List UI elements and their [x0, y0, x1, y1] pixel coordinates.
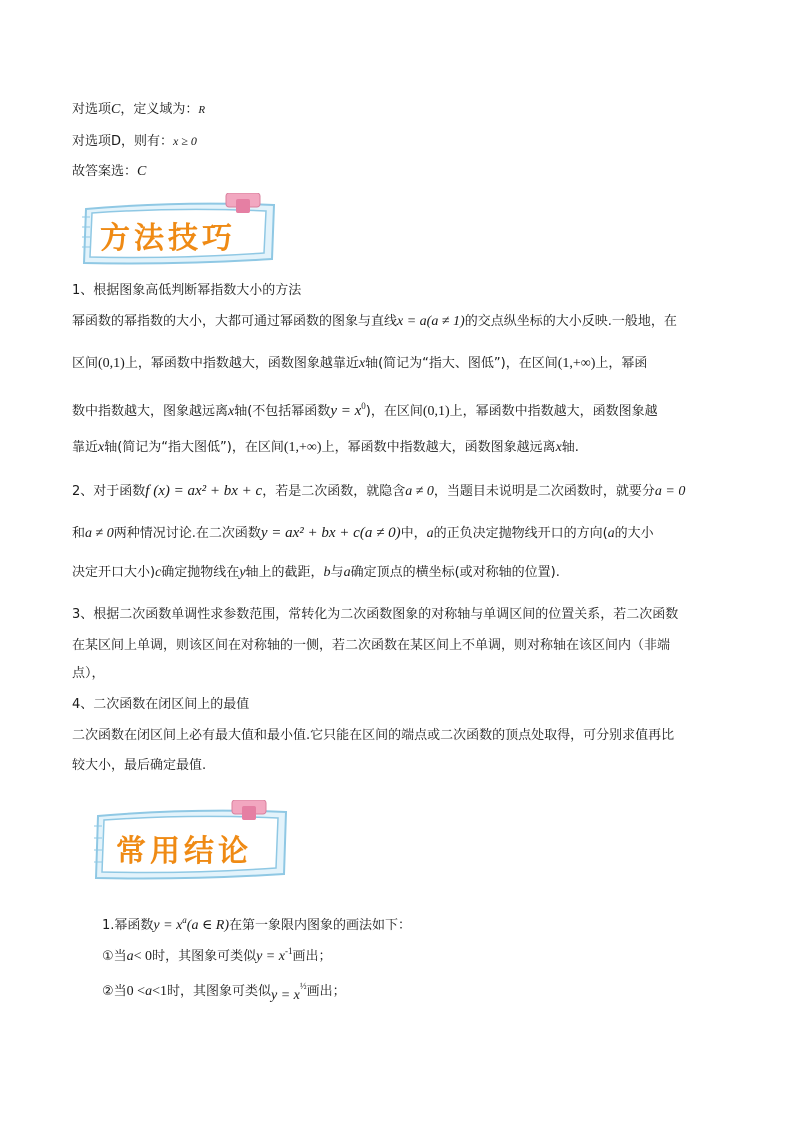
math-span: a: [145, 984, 153, 999]
superscript: ½: [299, 981, 307, 991]
option-c-prefix: 对选项: [72, 102, 112, 117]
answer-line: [72, 163, 146, 181]
text-span: 1.幂函数: [102, 918, 154, 933]
math-span: c: [155, 565, 162, 580]
superscript: -1: [284, 946, 293, 956]
method1-line1: [72, 313, 677, 331]
text-span: 上，幂函数中指数越大，函数图象越远离: [321, 440, 556, 455]
math-span: (1,+∞): [557, 356, 596, 371]
method3-line3: 点），: [72, 666, 105, 681]
math-span: (1,+∞): [283, 440, 322, 455]
method4-line2: 较大小，最后确定最值.: [72, 758, 207, 773]
text-span: 轴上的截距，: [245, 565, 324, 580]
text-span: ，若是二次函数，就隐含: [262, 484, 406, 499]
method4-title: 4、二次函数在闭区间上的最值: [72, 697, 250, 712]
superscript: a: [182, 915, 187, 925]
method3-line2: 在某区间上单调，则该区间在对称轴的一侧，若二次函数在某区间上不单调，则对称轴在该区间内（非端: [72, 638, 671, 653]
math-span: (0,1): [98, 356, 125, 371]
text-span: ，当题目未说明是二次函数时，就要分: [433, 484, 655, 499]
common-conclusions-badge: [90, 800, 290, 884]
text-span: 幂函数的幂指数的大小，大都可通过幂函数的图象与直线: [72, 314, 398, 329]
math-span: x: [358, 356, 366, 371]
text-span: 轴.: [561, 440, 579, 455]
text-span: 2、对于函数: [72, 484, 146, 499]
text-span: 决定开口大小): [72, 565, 156, 580]
option-c-domain: R: [198, 104, 206, 116]
method-tips-title: 方法技巧: [100, 221, 236, 256]
text-span: 轴(不包括幂函数: [234, 404, 331, 419]
math-span: y = x: [256, 949, 285, 964]
method2-line3: [72, 564, 560, 582]
method3-line1: 3、根据二次函数单调性求参数范围，常转化为二次函数图象的对称轴与单调区间的位置关系，若二次函数: [72, 607, 679, 622]
text-span: 两种情况讨论.在二次函数: [113, 526, 261, 541]
math-span: x: [98, 440, 105, 455]
text-span: ①当: [102, 949, 127, 964]
text-span: 时，其图象可类似: [152, 949, 257, 964]
method2-line2: [72, 524, 654, 543]
method1-line4: [72, 439, 579, 457]
math-span: a: [426, 526, 434, 541]
text-span: 在第一象限内图象的画法如下：: [229, 918, 412, 933]
text-span: 与: [330, 565, 344, 580]
method2-line1: [72, 482, 685, 501]
answer-prefix: 故答案选：: [72, 164, 138, 179]
text-span: 靠近: [72, 440, 99, 455]
common-conclusions-title: 常用结论: [116, 834, 252, 869]
text-span: 轴(简记为“指大、图低”)，在区间: [365, 356, 558, 371]
math-span: y = x: [330, 403, 362, 419]
text-span: 的大小: [614, 526, 654, 541]
text-span: 数中指数越大，图象越远离: [72, 404, 229, 419]
method1-line2: [72, 355, 647, 373]
method1-title: 1、根据图象高低判断幂指数大小的方法: [72, 283, 302, 298]
text-span: ②当: [102, 984, 127, 999]
text-span: 和: [72, 526, 86, 541]
text-span: 的交点纵坐标的大小反映.一般地，在: [464, 314, 677, 329]
method-tips-badge: [78, 193, 278, 267]
text-span: 的正负决定抛物线开口的方向(: [433, 526, 608, 541]
math-span: y = x: [270, 988, 300, 1003]
math-span: y: [239, 565, 246, 580]
method1-line3: [72, 397, 658, 421]
math-span: a ≠ 0: [405, 484, 434, 499]
math-span: (0,1): [422, 404, 450, 419]
math-span: a = 0: [654, 484, 686, 499]
option-c-letter: C: [111, 102, 121, 117]
option-d-prefix: 对选项D，则有：: [72, 134, 174, 149]
math-span: x: [555, 440, 562, 455]
text-span: 区间: [72, 356, 99, 371]
option-c-line: [72, 101, 205, 119]
math-span: a: [343, 565, 351, 580]
conclusion2-line: [102, 942, 331, 966]
text-span: 上，幂函数中指数越大，函数图象越: [449, 404, 658, 419]
text-span: 轴(简记为“指大图低”)，在区间: [104, 440, 284, 455]
math-span: y = x: [153, 918, 183, 933]
text-span: 上，幂函数中指数越大，函数图象越靠近: [124, 356, 359, 371]
conclusion3-line: [102, 977, 346, 1001]
math-span: < 0: [133, 949, 153, 964]
math-span: f (x) = ax² + bx + c: [145, 483, 263, 499]
option-d-line: [72, 132, 197, 151]
math-span: x = a(a ≠ 1): [397, 314, 465, 329]
math-span: a ≠ 0: [85, 526, 114, 541]
math-span: y = ax² + bx + c(a ≠ 0): [260, 525, 401, 541]
math-span: a: [607, 526, 615, 541]
answer-value: C: [137, 164, 147, 179]
text-span: 画出；: [292, 949, 332, 964]
option-d-condition: x ≥ 0: [173, 134, 197, 148]
math-span: 0 <: [126, 984, 146, 999]
math-span: a: [126, 949, 134, 964]
text-span: 画出；: [306, 984, 346, 999]
text-span: 中，: [400, 526, 427, 541]
math-span: (a ∈ R): [186, 918, 230, 933]
text-span: )，在区间: [365, 404, 423, 419]
option-c-suffix: ，定义域为：: [120, 102, 199, 117]
math-span: b: [323, 565, 331, 580]
text-span: 确定顶点的横坐标(或对称轴的位置).: [350, 565, 560, 580]
conclusion1-line: [102, 911, 411, 935]
math-span: <1: [152, 984, 167, 999]
text-span: 确定抛物线在: [161, 565, 240, 580]
text-span: 上，幂函: [595, 356, 648, 371]
superscript: 0: [361, 401, 366, 411]
text-span: 时，其图象可类似: [166, 984, 271, 999]
method4-line1: 二次函数在闭区间上必有最大值和最小值.它只能在区间的端点或二次函数的顶点处取得，可分别求值再比: [72, 728, 675, 743]
math-span: x: [228, 404, 235, 419]
